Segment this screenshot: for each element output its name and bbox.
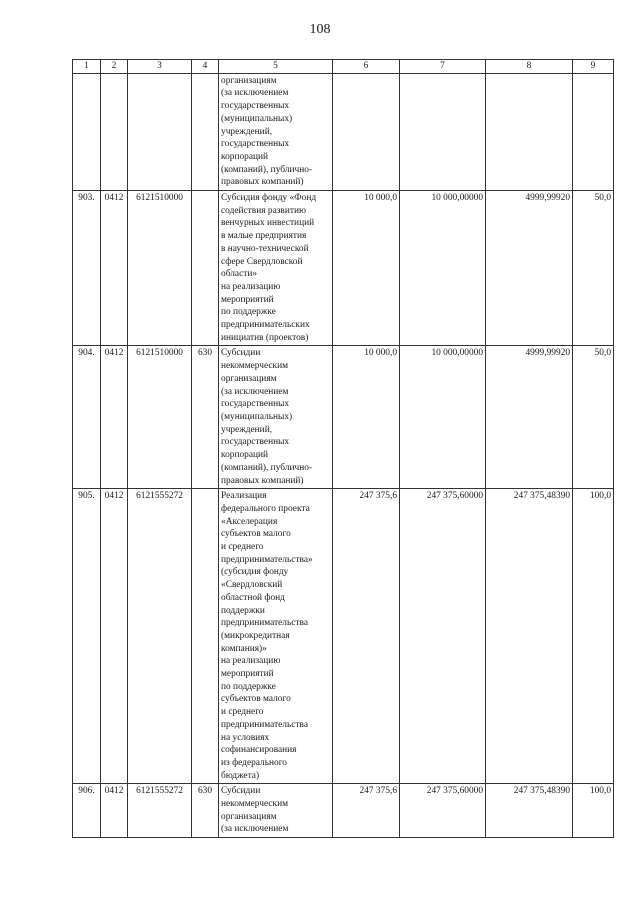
plan-amount-cell: 10 000,0 [333,191,400,346]
approved-amount-cell: 247 375,60000 [400,784,486,838]
expense-type-cell: 630 [192,784,219,838]
description-line: «Акселерация [221,516,278,527]
approved-amount-cell [400,73,486,190]
header-cell: 6 [333,60,400,74]
description-cell [219,489,333,784]
description-line: предпринимательства [221,719,308,730]
plan-amount-cell: 10 000,0 [333,346,400,489]
row-number-cell: 903. [73,191,101,346]
expense-type-cell [192,191,219,346]
target-article-cell [128,73,192,190]
description-line: предпринимательства [221,618,308,629]
section-code-cell: 0412 [101,489,128,784]
expense-type-cell: 630 [192,346,219,489]
section-code-cell: 0412 [101,191,128,346]
row-number-cell [73,73,101,190]
header-cell: 2 [101,60,128,74]
row-number-cell: 906. [73,784,101,838]
description-line: правовых компаний) [221,177,304,188]
header-cell: 1 [73,60,101,74]
expense-type-cell [192,73,219,190]
executed-amount-cell: 4999,99920 [486,191,573,346]
description-line: государственных [221,139,290,150]
executed-amount-cell: 247 375,48390 [486,784,573,838]
description-line: организациям [221,811,277,822]
header-cell: 5 [219,60,333,74]
description-line: областной фонд [221,592,285,603]
approved-amount-cell: 10 000,00000 [400,191,486,346]
approved-amount-cell: 247 375,60000 [400,489,486,784]
section-code-cell [101,73,128,190]
description-line: организациям [221,75,277,86]
description-line: предпринимательства» [221,554,313,565]
description-line: на реализацию [221,656,281,667]
description-line: (муниципальных) [221,113,293,124]
description-line: Субсидия фонду «Фонд [221,193,317,204]
description-line: федерального проекта [221,503,310,514]
description-line: некоммерческим [221,799,289,810]
description-line: бюджета) [221,770,260,781]
execution-percent-cell: 50,0 [573,346,614,489]
header-cell: 7 [400,60,486,74]
description-line: (муниципальных) [221,411,293,422]
description-line: корпораций [221,450,269,461]
table-row [73,73,614,190]
description-line: предпринимательских [221,320,310,331]
executed-amount-cell: 247 375,48390 [486,489,573,784]
description-line: по поддержке [221,307,276,318]
description-line: субъектов малого [221,529,291,540]
page-number: 108 [309,22,331,37]
description-cell [219,191,333,346]
description-line: государственных [221,437,290,448]
description-line: Субсидии [221,348,261,359]
plan-amount-cell: 247 375,6 [333,489,400,784]
description-line: в малые предприятия [221,231,307,242]
description-line: правовых компаний) [221,475,304,486]
section-code-cell: 0412 [101,346,128,489]
target-article-cell: 6121555272 [128,784,192,838]
expense-type-cell [192,489,219,784]
description-line: Реализация [221,491,267,502]
description-line: области» [221,269,258,280]
approved-amount-cell: 10 000,00000 [400,346,486,489]
description-line: мероприятий [221,669,274,680]
executed-amount-cell [486,73,573,190]
description-line: организациям [221,373,277,384]
description-line: (за исключением [221,386,289,397]
target-article-cell: 6121510000 [128,191,192,346]
description-line: по поддержке [221,681,276,692]
description-line: учреждений, [221,126,273,137]
description-line: субъектов малого [221,694,291,705]
table-row [73,784,614,838]
execution-percent-cell: 100,0 [573,489,614,784]
description-line: на условиях [221,732,270,743]
description-line: инициатив (проектов) [221,332,309,343]
target-article-cell: 6121510000 [128,346,192,489]
description-cell [219,73,333,190]
description-line: софинансирования [221,745,297,756]
description-line: корпораций [221,151,269,162]
description-line: мероприятий [221,294,274,305]
table-body [73,73,614,837]
description-line: «Свердловский [221,580,283,591]
description-line: венчурных инвестиций [221,218,315,229]
description-line: и среднего [221,542,264,553]
execution-percent-cell: 50,0 [573,191,614,346]
description-line: компания)» [221,643,267,654]
header-cell: 9 [573,60,614,74]
description-cell [219,784,333,838]
description-line: в научно-технической [221,243,309,254]
execution-percent-cell: 100,0 [573,784,614,838]
section-code-cell: 0412 [101,784,128,838]
row-number-cell: 905. [73,489,101,784]
description-line: (компаний), публично- [221,164,313,175]
table-row [73,346,614,489]
description-line: государственных [221,399,290,410]
description-line: и среднего [221,707,264,718]
target-article-cell: 6121555272 [128,489,192,784]
header-row [73,60,614,74]
plan-amount-cell: 247 375,6 [333,784,400,838]
description-line: (за исключением [221,824,289,835]
row-number-cell: 904. [73,346,101,489]
budget-table [72,59,614,838]
table-row [73,191,614,346]
description-line: некоммерческим [221,361,289,372]
description-line: (микрокредитная [221,630,290,641]
description-line: Субсидии [221,786,261,797]
description-line: содействия развитию [221,205,306,216]
header-cell: 4 [192,60,219,74]
description-line: (субсидия фонду [221,567,289,578]
execution-percent-cell [573,73,614,190]
plan-amount-cell [333,73,400,190]
header-cell: 8 [486,60,573,74]
description-line: (за исключением [221,88,289,99]
executed-amount-cell: 4999,99920 [486,346,573,489]
description-line: поддержки [221,605,265,616]
header-cell: 3 [128,60,192,74]
description-line: сфере Свердловской [221,256,303,267]
description-cell [219,346,333,489]
description-line: учреждений, [221,424,273,435]
description-line: государственных [221,101,290,112]
description-line: из федерального [221,757,287,768]
description-line: (компаний), публично- [221,462,313,473]
description-line: на реализацию [221,281,281,292]
table-row [73,489,614,784]
